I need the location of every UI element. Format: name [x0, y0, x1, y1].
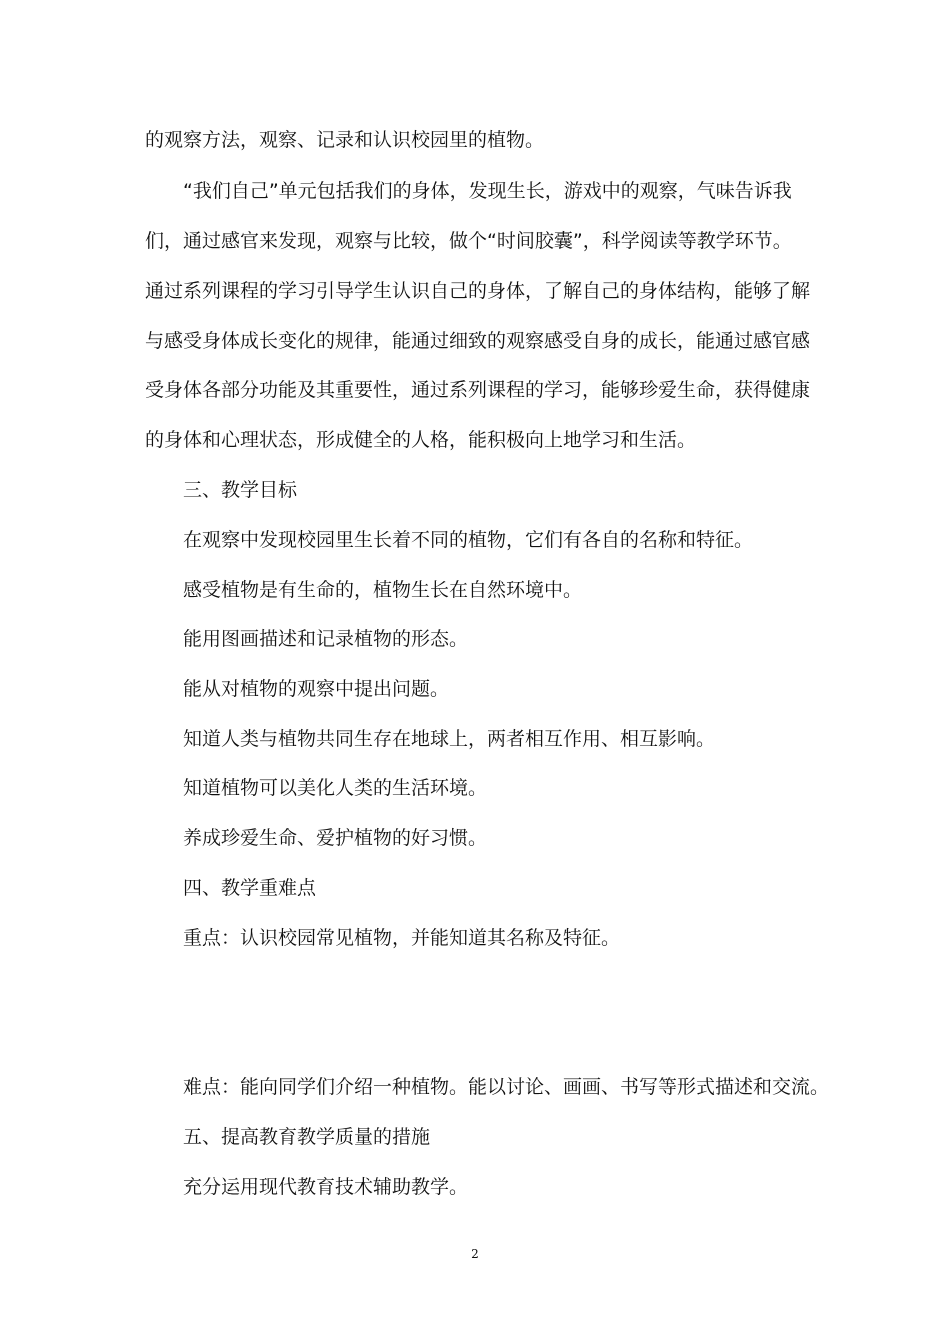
section-heading-quality-measures: 五、提高教育教学质量的措施	[183, 1126, 431, 1148]
section-heading-teaching-goals: 三、教学目标	[183, 479, 298, 501]
key-point: 重点：认识校园常见植物，并能知道其名称及特征。	[183, 927, 621, 949]
section-heading-key-points: 四、教学重难点	[183, 877, 317, 899]
paragraph-ourselves-line: 们，通过感官来发现，观察与比较，做个“时间胶囊”，科学阅读等教学环节。	[145, 230, 792, 252]
goal-item: 能用图画描述和记录植物的形态。	[183, 628, 469, 650]
paragraph-ourselves-line: “我们自己”单元包括我们的身体，发现生长，游戏中的观察，气味告诉我	[183, 180, 792, 202]
goal-item: 知道人类与植物共同生存在地球上，两者相互作用、相互影响。	[183, 728, 716, 750]
measure-item: 充分运用现代教育技术辅助教学。	[183, 1176, 469, 1198]
difficult-point: 难点：能向同学们介绍一种植物。能以讨论、画画、书写等形式描述和交流。	[183, 1076, 830, 1098]
goal-item: 养成珍爱生命、爱护植物的好习惯。	[183, 827, 488, 849]
goal-item: 感受植物是有生命的，植物生长在自然环境中。	[183, 579, 583, 601]
paragraph-intro-tail: 的观察方法，观察、记录和认识校园里的植物。	[145, 129, 545, 151]
goal-item: 知道植物可以美化人类的生活环境。	[183, 777, 488, 799]
page-number: 2	[471, 1247, 479, 1261]
paragraph-ourselves-line: 受身体各部分功能及其重要性，通过系列课程的学习，能够珍爱生命，获得健康	[145, 379, 811, 401]
paragraph-ourselves-line: 的身体和心理状态，形成健全的人格，能积极向上地学习和生活。	[145, 429, 697, 451]
paragraph-ourselves-line: 通过系列课程的学习引导学生认识自己的身体，了解自己的身体结构，能够了解	[145, 280, 811, 302]
goal-item: 在观察中发现校园里生长着不同的植物，它们有各自的名称和特征。	[183, 529, 754, 551]
goal-item: 能从对植物的观察中提出问题。	[183, 678, 450, 700]
paragraph-ourselves-line: 与感受身体成长变化的规律，能通过细致的观察感受自身的成长，能通过感官感	[145, 330, 811, 352]
